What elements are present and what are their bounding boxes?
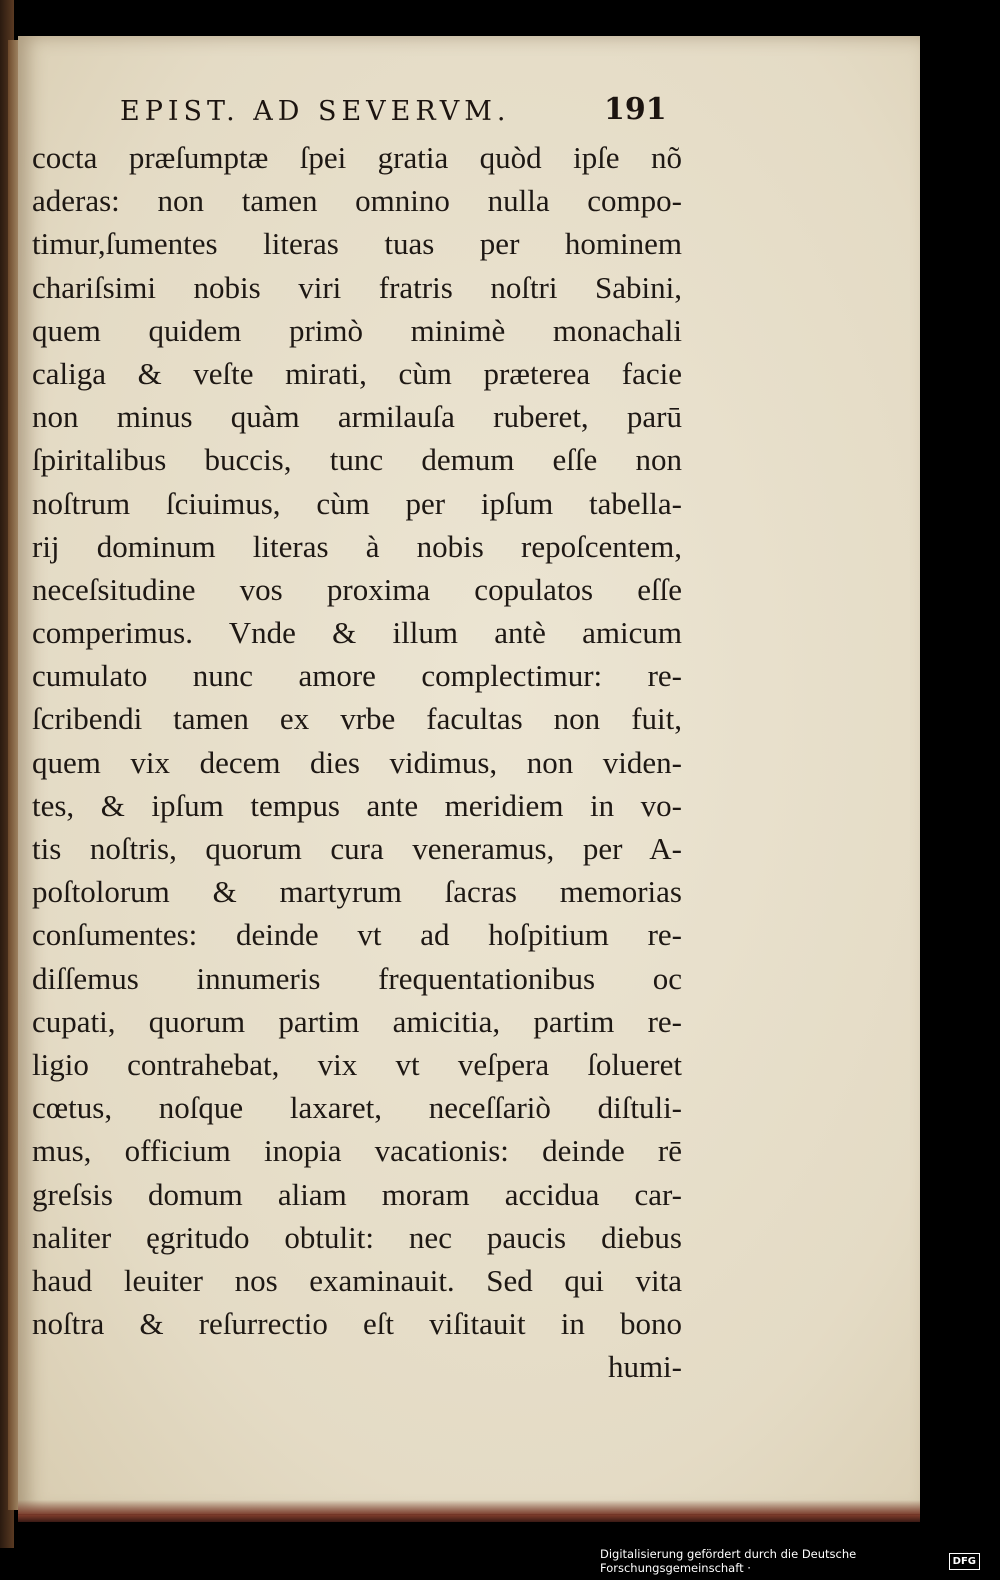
text-line: cœtus, noſque laxaret, neceſſariò diſtuli- — [32, 1090, 682, 1126]
text-line: cocta præſumptæ ſpei gratia quòd ipſe nõ — [32, 140, 682, 175]
text-line: quem vix decem dies vidimus, non viden- — [32, 744, 682, 780]
text-line: diſſemus innumeris frequentationibus oc — [32, 960, 682, 996]
text-line: cumulato nunc amore complectimur: re- — [32, 658, 682, 694]
text-line: noſtrum ſciuimus, cùm per ipſum tabella- — [32, 485, 682, 521]
text-line: caliga & veſte mirati, cùm præterea facie — [32, 355, 682, 391]
text-line: quem quidem primò minimè monachali — [32, 312, 682, 348]
body-text — [32, 136, 682, 1388]
text-line: naliter ęgritudo obtulit: nec paucis diebus — [32, 1219, 682, 1255]
text-line: ligio contrahebat, vix vt veſpera ſolueret — [32, 1046, 682, 1082]
text-line: aderas: non tamen omnino nulla compo- — [32, 183, 682, 219]
digitization-credit — [600, 1547, 980, 1575]
text-line: poſtolorum & martyrum ſacras memorias — [32, 874, 682, 910]
page-number: 191 — [604, 92, 667, 127]
text-line: haud leuiter nos examinauit. Sed qui vita — [32, 1262, 682, 1298]
dfg-logo-icon: DFG — [949, 1553, 980, 1570]
text-line: noſtra & reſurrectio eſt viſitauit in bono — [32, 1306, 682, 1342]
page-bottom-edge — [18, 1500, 920, 1522]
catchword: humi- — [607, 1349, 682, 1385]
text-line: chariſsimi nobis viri fratris noſtri Sabini, — [32, 269, 682, 305]
text-line: cupati, quorum partim amicitia, partim re- — [32, 1003, 682, 1039]
text-line: rij dominum literas à nobis repoſcentem, — [32, 528, 682, 564]
credit-text: Digitalisierung gefördert durch die Deutsche Forschungsgemeinschaft · — [600, 1547, 857, 1575]
text-line: neceſsitudine vos proxima copulatos eſſe — [32, 571, 682, 607]
text-line: non minus quàm armilauſa ruberet, parū — [32, 399, 682, 435]
text-line: comperimus. Vnde & illum antè amicum — [32, 615, 682, 651]
text-line: tes, & ipſum tempus ante meridiem in vo- — [32, 787, 682, 823]
text-line: ſpiritalibus buccis, tunc demum eſſe non — [32, 442, 682, 478]
text-line: timur,ſumentes literas tuas per hominem — [32, 226, 682, 262]
text-line: mus, officium inopia vacationis: deinde rē — [32, 1133, 682, 1169]
text-line: greſsis domum aliam moram accidua car- — [32, 1176, 682, 1212]
text-line: conſumentes: deinde vt ad hoſpitium re- — [32, 917, 682, 953]
text-line: ſcribendi tamen ex vrbe facultas non fuit, — [32, 701, 682, 737]
running-head: EPIST. AD SEVERVM. — [120, 96, 511, 127]
text-line: tis noſtris, quorum cura veneramus, per A- — [32, 831, 682, 866]
